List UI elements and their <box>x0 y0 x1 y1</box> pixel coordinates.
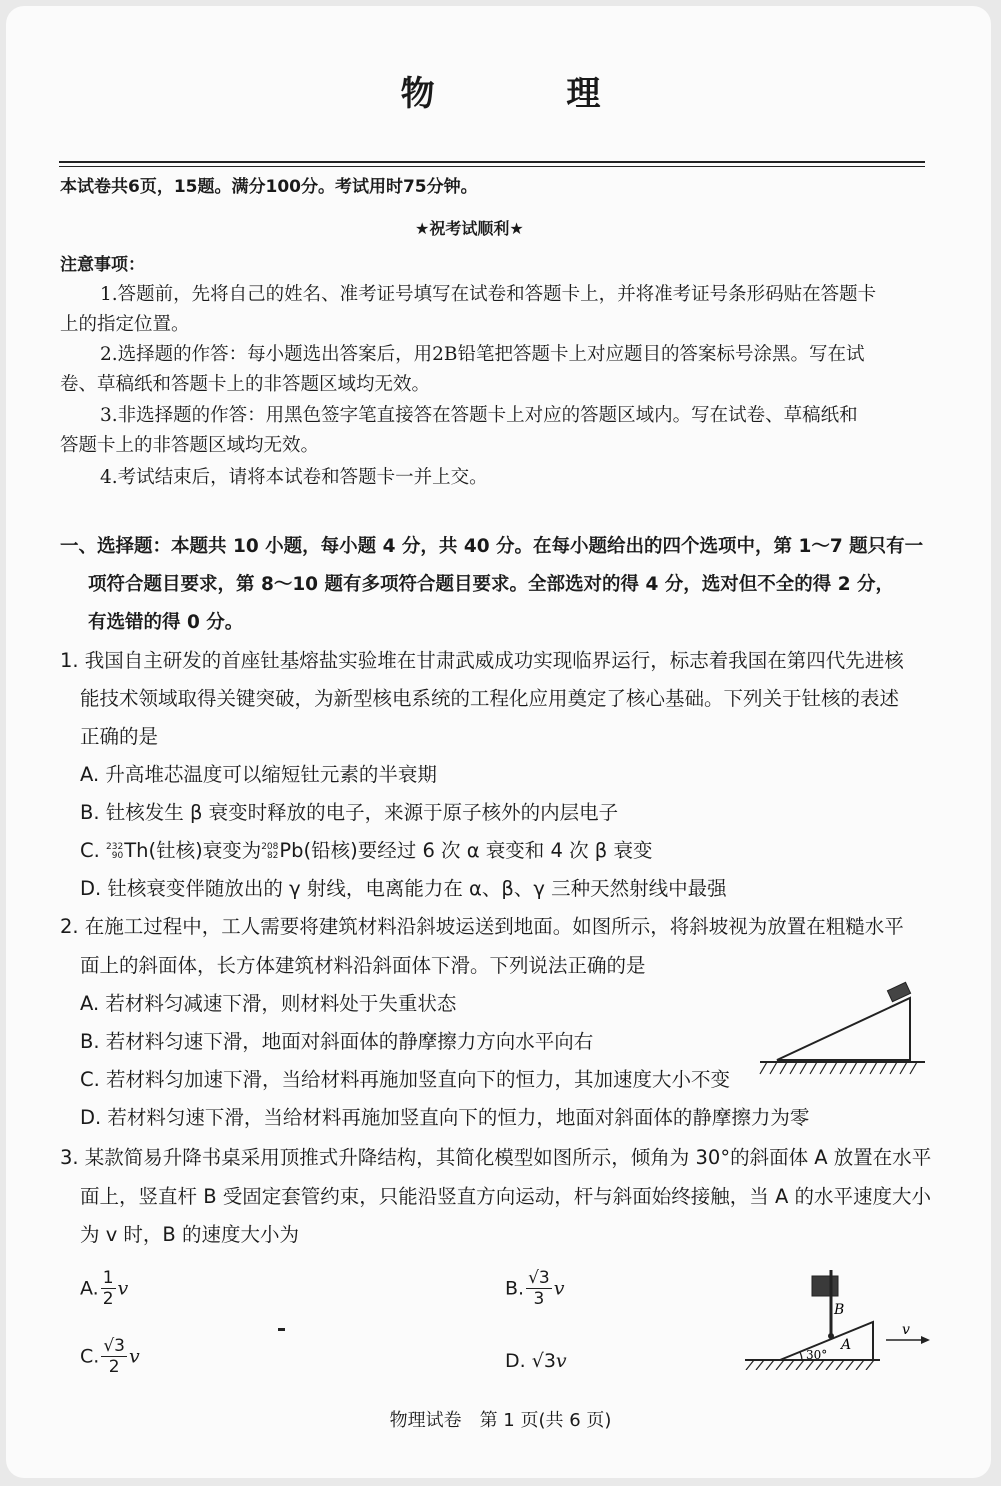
blessing: ★祝考试顺利★ <box>415 219 524 238</box>
question-2-option-d: D. 若材料匀速下滑，当给材料再施加竖直向下的恒力，地面对斜面体的静摩擦力为零 <box>80 1106 810 1129</box>
question-1-stem: 1. 我国自主研发的首座钍基熔盐实验堆在甘肃武威成功实现临界运行，标志着我国在第四代先进核 <box>60 649 904 672</box>
lead-nuclide-indices: 208 82 <box>261 841 279 861</box>
question-2-option-b: B. 若材料匀速下滑，地面对斜面体的静摩擦力方向水平向右 <box>80 1030 594 1053</box>
section-heading: 有选错的得 0 分。 <box>88 612 244 633</box>
notice-line: 4.考试结束后，请将本试卷和答题卡一并上交。 <box>100 467 488 488</box>
print-speck <box>278 1328 285 1331</box>
question-1-stem: 能技术领域取得关键突破，为新型核电系统的工程化应用奠定了核心基础。下列关于钍核的表述 <box>80 687 900 710</box>
exam-info: 本试卷共6页，15题。满分100分。考试用时75分钟。 <box>60 177 478 197</box>
angle-arc <box>800 1352 802 1360</box>
incline-figure <box>755 980 930 1080</box>
notice-line: 答题卡上的非答题区域均无效。 <box>60 435 320 456</box>
lift-desk-figure <box>740 1270 940 1370</box>
question-1-option-b: B. 钍核发生 β 衰变时释放的电子，来源于原子核外的内层电子 <box>80 801 619 824</box>
page-footer: 物理试卷 第 1 页(共 6 页) <box>389 1410 612 1431</box>
rod-contact-point <box>828 1333 834 1339</box>
page-title: 物 理 <box>400 74 661 114</box>
notice-line: 1.答题前，先将自己的姓名、准考证号填写在试卷和答题卡上，并将准考证号条形码贴在答题卡 <box>100 284 877 305</box>
question-2-option-a: A. 若材料匀减速下滑，则材料处于失重状态 <box>80 992 457 1015</box>
notice-line: 2.选择题的作答：每小题选出答案后，用2B铅笔把答题卡上对应题目的答案标号涂黑。写在试 <box>100 344 865 365</box>
question-2-option-c: C. 若材料匀加速下滑，当给材料再施加竖直向下的恒力，其加速度大小不变 <box>80 1068 731 1091</box>
question-3-option-c: C. $\frac{√3}{2}$ v <box>80 1336 140 1377</box>
incline-wedge <box>777 998 910 1060</box>
question-3-option-d: D. √3v <box>505 1350 567 1372</box>
question-3-stem: 为 v 时，B 的速度大小为 <box>80 1223 300 1246</box>
title-rule-thick <box>59 161 925 163</box>
question-2-stem: 2. 在施工过程中，工人需要将建筑材料沿斜坡运送到地面。如图所示，将斜坡视为放置在粗糙水平 <box>60 915 904 938</box>
fixed-sleeve <box>812 1276 838 1296</box>
wedge-label: A <box>841 1337 852 1353</box>
notice-line: 3.非选择题的作答：用黑色签字笔直接答在答题卡上对应的答题区域内。写在试卷、草稿纸和 <box>100 405 858 426</box>
notice-line: 卷、草稿纸和答题卡上的非答题区域均无效。 <box>60 374 431 395</box>
question-3-stem: 面上，竖直杆 B 受固定套管约束，只能沿竖直方向运动，杆与斜面始终接触，当 A 的水平速度大小 <box>80 1185 932 1208</box>
title-rule-thin <box>59 166 925 167</box>
ground-hatching <box>760 1062 917 1074</box>
section-heading: 项符合题目要求，第 8～10 题有多项符合题目要求。全部选对的得 4 分，选对但不全的得 2 分， <box>88 574 895 595</box>
question-1-option-a: A. 升高堆芯温度可以缩短钍元素的半衰期 <box>80 763 437 786</box>
question-3-stem: 3. 某款简易升降书桌采用顶推式升降结构，其简化模型如图所示，倾角为 30°的斜面体 A 放置在水平 <box>60 1146 932 1169</box>
section-heading: 一、选择题：本题共 10 小题，每小题 4 分，共 40 分。在每小题给出的四个选项中，第 1～7 题只有一 <box>60 536 924 557</box>
question-2-stem: 面上的斜面体，长方体建筑材料沿斜面体下滑。下列说法正确的是 <box>80 954 646 977</box>
thorium-nuclide-indices: 232 90 <box>106 841 124 861</box>
notice-heading: 注意事项： <box>60 255 145 275</box>
question-1-option-d: D. 钍核衰变伴随放出的 γ 射线，电离能力在 α、β、γ 三种天然射线中最强 <box>80 877 727 900</box>
question-3-option-b: B. $\frac{√3}{3}$ v <box>505 1268 565 1309</box>
velocity-label: v <box>902 1322 910 1338</box>
rod-label: B <box>834 1302 845 1318</box>
question-1-option-c: C. 232 90 Th(钍核)衰变为 208 82 Pb(铅核)要经过 6 次 α 衰变和 4 次 β 衰变 <box>80 839 653 862</box>
velocity-arrowhead <box>921 1336 930 1344</box>
angle-label: 30° <box>806 1348 828 1362</box>
notice-line: 上的指定位置。 <box>60 314 190 335</box>
question-3-option-a: A. $\frac{1}{2}$ v <box>80 1268 129 1309</box>
question-1-stem: 正确的是 <box>80 725 159 748</box>
